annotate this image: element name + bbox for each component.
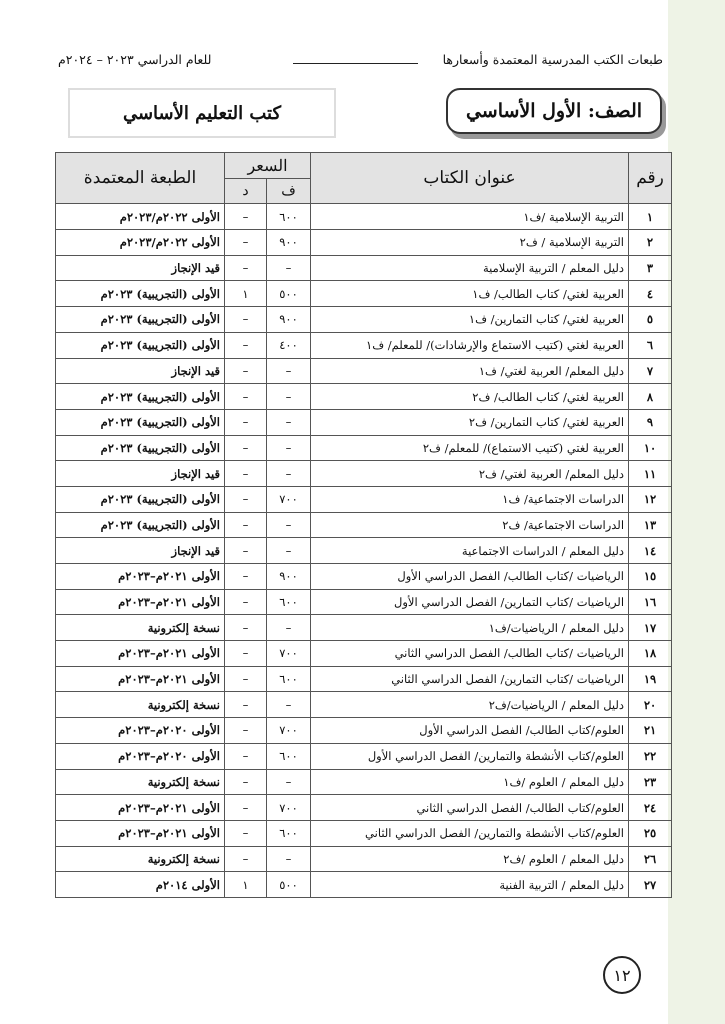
row-number: ٦ [629, 332, 672, 358]
row-price-f: – [267, 461, 311, 487]
row-number: ١ [629, 204, 672, 230]
row-edition: الأولى (التجريبية) ٢٠٢٣م [56, 486, 225, 512]
row-edition: الأولى (التجريبية) ٢٠٢٣م [56, 384, 225, 410]
row-price-f: – [267, 692, 311, 718]
row-book-title: العربية لغتي/ كتاب الطالب/ ف١ [311, 281, 629, 307]
table-row [56, 743, 672, 769]
row-edition: الأولى (التجريبية) ٢٠٢٣م [56, 281, 225, 307]
table-row [56, 204, 672, 230]
row-book-title: العربية لغتي (كتيب الاستماع والإرشادات)/ للمعلم/ ف١ [311, 332, 629, 358]
row-edition: الأولى ٢٠٢٠م–٢٠٢٣م [56, 743, 225, 769]
row-number: ١٢ [629, 486, 672, 512]
row-book-title: الرياضيات /كتاب الطالب/ الفصل الدراسي الأول [311, 564, 629, 590]
row-price-d: – [225, 435, 267, 461]
row-edition: الأولى (التجريبية) ٢٠٢٣م [56, 332, 225, 358]
row-book-title: الرياضيات /كتاب التمارين/ الفصل الدراسي الأول [311, 589, 629, 615]
table-row [56, 281, 672, 307]
row-edition: الأولى ٢٠٢١م–٢٠٢٣م [56, 564, 225, 590]
row-price-d: – [225, 718, 267, 744]
table-row [56, 564, 672, 590]
row-edition: الأولى (التجريبية) ٢٠٢٣م [56, 512, 225, 538]
table-row [56, 538, 672, 564]
row-number: ٩ [629, 409, 672, 435]
table-row [56, 846, 672, 872]
row-edition: الأولى ٢٠٢١م–٢٠٢٣م [56, 641, 225, 667]
row-price-d: – [225, 332, 267, 358]
row-price-f: ٦٠٠ [267, 589, 311, 615]
row-edition: الأولى (التجريبية) ٢٠٢٣م [56, 307, 225, 333]
row-edition: قيد الإنجاز [56, 358, 225, 384]
row-price-f: ٧٠٠ [267, 718, 311, 744]
row-book-title: العلوم/كتاب الطالب/ الفصل الدراسي الأول [311, 718, 629, 744]
row-price-f: – [267, 615, 311, 641]
row-price-d: – [225, 486, 267, 512]
row-edition: قيد الإنجاز [56, 255, 225, 281]
header-title: طبعات الكتب المدرسية المعتمدة وأسعارها [442, 52, 663, 67]
header-rule [293, 63, 418, 64]
row-book-title: الدراسات الاجتماعية/ ف٢ [311, 512, 629, 538]
row-price-f: ٧٠٠ [267, 486, 311, 512]
header-edition: الطبعة المعتمدة [56, 153, 225, 204]
table-row [56, 820, 672, 846]
row-price-f: ٧٠٠ [267, 641, 311, 667]
row-number: ٢٦ [629, 846, 672, 872]
row-price-f: – [267, 409, 311, 435]
row-number: ١٦ [629, 589, 672, 615]
running-header [58, 52, 663, 72]
row-book-title: التربية الإسلامية / ف٢ [311, 230, 629, 256]
row-price-d: – [225, 358, 267, 384]
table-row [56, 615, 672, 641]
row-book-title: دليل المعلم / التربية الإسلامية [311, 255, 629, 281]
row-edition: الأولى (التجريبية) ٢٠٢٣م [56, 435, 225, 461]
row-number: ٣ [629, 255, 672, 281]
row-price-d: – [225, 564, 267, 590]
row-price-f: – [267, 384, 311, 410]
row-edition: الأولى ٢٠٢٢م/٢٠٢٣م [56, 204, 225, 230]
row-price-d: – [225, 615, 267, 641]
header-price-d: د [225, 178, 267, 204]
row-number: ٢٠ [629, 692, 672, 718]
row-number: ١٧ [629, 615, 672, 641]
row-price-d: – [225, 666, 267, 692]
table-row [56, 409, 672, 435]
header-price: السعر [225, 153, 311, 179]
row-number: ٤ [629, 281, 672, 307]
table-row [56, 486, 672, 512]
row-number: ١٥ [629, 564, 672, 590]
row-number: ١١ [629, 461, 672, 487]
row-book-title: دليل المعلم / الدراسات الاجتماعية [311, 538, 629, 564]
row-book-title: دليل المعلم/ العربية لغتي/ ف١ [311, 358, 629, 384]
row-price-d: – [225, 255, 267, 281]
row-price-d: – [225, 846, 267, 872]
table-row [56, 255, 672, 281]
row-number: ١٣ [629, 512, 672, 538]
row-book-title: التربية الإسلامية /ف١ [311, 204, 629, 230]
row-edition: الأولى ٢٠٢١م–٢٠٢٣م [56, 820, 225, 846]
row-price-f: ٦٠٠ [267, 743, 311, 769]
row-price-f: – [267, 255, 311, 281]
row-book-title: دليل المعلم / العلوم /ف١ [311, 769, 629, 795]
books-table [55, 152, 672, 898]
table-row [56, 358, 672, 384]
row-price-f: – [267, 538, 311, 564]
row-number: ٨ [629, 384, 672, 410]
row-book-title: العربية لغتي (كتيب الاستماع)/ للمعلم/ ف٢ [311, 435, 629, 461]
row-number: ١٩ [629, 666, 672, 692]
row-number: ٥ [629, 307, 672, 333]
table-row [56, 307, 672, 333]
table-row [56, 718, 672, 744]
row-price-d: – [225, 512, 267, 538]
section-title: كتب التعليم الأساسي [68, 88, 336, 138]
row-book-title: دليل المعلم / التربية الفنية [311, 872, 629, 898]
row-price-d: – [225, 743, 267, 769]
row-price-f: ٦٠٠ [267, 666, 311, 692]
row-book-title: العربية لغتي/ كتاب التمارين/ ف١ [311, 307, 629, 333]
row-number: ١٠ [629, 435, 672, 461]
row-book-title: العربية لغتي/ كتاب التمارين/ ف٢ [311, 409, 629, 435]
row-price-f: – [267, 358, 311, 384]
row-book-title: الدراسات الاجتماعية/ ف١ [311, 486, 629, 512]
table-row [56, 435, 672, 461]
row-book-title: العلوم/كتاب الأنشطة والتمارين/ الفصل الدراسي الثاني [311, 820, 629, 846]
row-price-f: ٥٠٠ [267, 872, 311, 898]
table-row [56, 872, 672, 898]
table-row [56, 230, 672, 256]
row-price-d: ١ [225, 281, 267, 307]
table-row [56, 332, 672, 358]
row-price-d: ١ [225, 872, 267, 898]
table-row [56, 641, 672, 667]
row-number: ١٨ [629, 641, 672, 667]
row-edition: قيد الإنجاز [56, 461, 225, 487]
row-book-title: دليل المعلم / الرياضيات/ف٢ [311, 692, 629, 718]
row-price-f: ٩٠٠ [267, 230, 311, 256]
row-number: ٢٢ [629, 743, 672, 769]
row-book-title: الرياضيات /كتاب التمارين/ الفصل الدراسي الثاني [311, 666, 629, 692]
table-row [56, 795, 672, 821]
row-edition: نسخة إلكترونية [56, 692, 225, 718]
row-edition: الأولى ٢٠٢٢م/٢٠٢٣م [56, 230, 225, 256]
row-price-d: – [225, 641, 267, 667]
row-edition: الأولى (التجريبية) ٢٠٢٣م [56, 409, 225, 435]
table-row [56, 666, 672, 692]
row-price-f: – [267, 435, 311, 461]
row-price-d: – [225, 461, 267, 487]
row-number: ٢٤ [629, 795, 672, 821]
row-price-f: ٧٠٠ [267, 795, 311, 821]
row-price-f: ٤٠٠ [267, 332, 311, 358]
header-book-title: عنوان الكتاب [311, 153, 629, 204]
header-number: رقم [629, 153, 672, 204]
row-price-f: ٩٠٠ [267, 307, 311, 333]
row-price-d: – [225, 769, 267, 795]
row-number: ١٤ [629, 538, 672, 564]
row-number: ٢١ [629, 718, 672, 744]
row-book-title: الرياضيات /كتاب الطالب/ الفصل الدراسي الثاني [311, 641, 629, 667]
row-price-f: – [267, 769, 311, 795]
row-edition: نسخة إلكترونية [56, 846, 225, 872]
table-row [56, 769, 672, 795]
row-book-title: العلوم/كتاب الطالب/ الفصل الدراسي الثاني [311, 795, 629, 821]
row-edition: نسخة إلكترونية [56, 769, 225, 795]
table-row [56, 512, 672, 538]
row-edition: الأولى ٢٠١٤م [56, 872, 225, 898]
row-edition: الأولى ٢٠٢١م–٢٠٢٣م [56, 666, 225, 692]
header-price-f: ف [267, 178, 311, 204]
row-price-f: – [267, 846, 311, 872]
table-row [56, 692, 672, 718]
row-price-d: – [225, 538, 267, 564]
row-price-f: ٩٠٠ [267, 564, 311, 590]
row-book-title: دليل المعلم / العلوم /ف٢ [311, 846, 629, 872]
table-row [56, 589, 672, 615]
row-price-d: – [225, 795, 267, 821]
side-strip [668, 0, 725, 1024]
row-price-d: – [225, 384, 267, 410]
row-edition: نسخة إلكترونية [56, 615, 225, 641]
row-price-d: – [225, 230, 267, 256]
row-price-f: ٥٠٠ [267, 281, 311, 307]
row-book-title: دليل المعلم/ العربية لغتي/ ف٢ [311, 461, 629, 487]
page-number: ١٢ [603, 956, 641, 994]
grade-title: الصف: الأول الأساسي [446, 88, 662, 134]
row-number: ٧ [629, 358, 672, 384]
row-price-f: ٦٠٠ [267, 204, 311, 230]
row-edition: الأولى ٢٠٢١م–٢٠٢٣م [56, 795, 225, 821]
row-number: ٢٥ [629, 820, 672, 846]
row-price-d: – [225, 820, 267, 846]
row-number: ٢٣ [629, 769, 672, 795]
row-book-title: العربية لغتي/ كتاب الطالب/ ف٢ [311, 384, 629, 410]
row-number: ٢٧ [629, 872, 672, 898]
table-row [56, 384, 672, 410]
row-price-d: – [225, 692, 267, 718]
row-price-f: ٦٠٠ [267, 820, 311, 846]
row-price-d: – [225, 307, 267, 333]
row-edition: الأولى ٢٠٢٠م–٢٠٢٣م [56, 718, 225, 744]
table-row [56, 461, 672, 487]
row-book-title: دليل المعلم / الرياضيات/ف١ [311, 615, 629, 641]
row-edition: الأولى ٢٠٢١م–٢٠٢٣م [56, 589, 225, 615]
row-book-title: العلوم/كتاب الأنشطة والتمارين/ الفصل الدراسي الأول [311, 743, 629, 769]
row-price-d: – [225, 589, 267, 615]
row-number: ٢ [629, 230, 672, 256]
row-price-f: – [267, 512, 311, 538]
row-price-d: – [225, 204, 267, 230]
header-year: للعام الدراسي ٢٠٢٣ – ٢٠٢٤م [58, 52, 212, 67]
row-price-d: – [225, 409, 267, 435]
row-edition: قيد الإنجاز [56, 538, 225, 564]
